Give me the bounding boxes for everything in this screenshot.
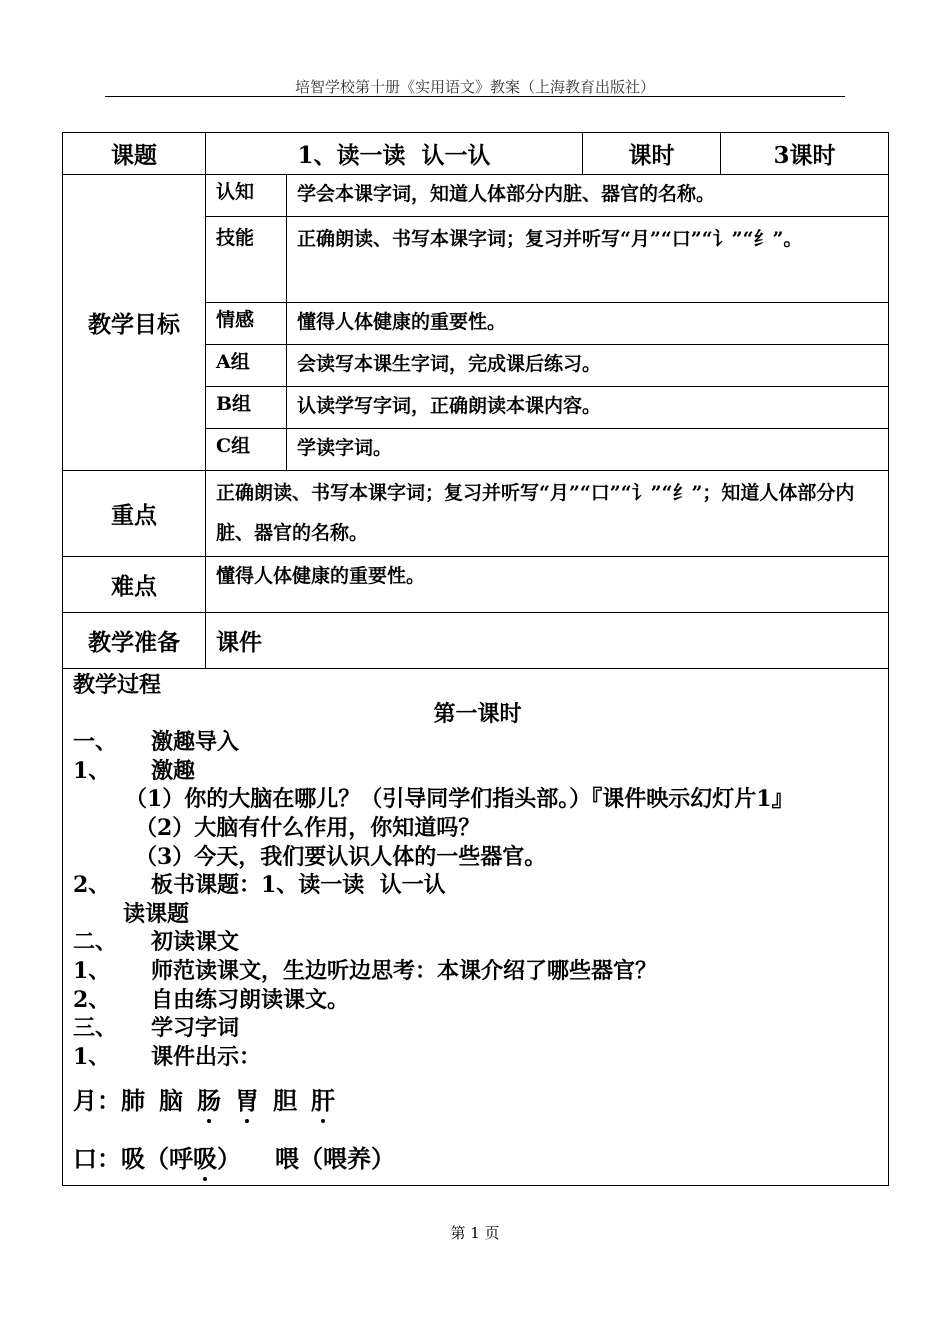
read-title-line: 读课题 xyxy=(123,900,190,927)
section-heading xyxy=(73,1014,882,1043)
goal-label: 认知 xyxy=(206,175,287,217)
step-line xyxy=(73,757,882,786)
header-rule xyxy=(105,96,845,97)
goal-text: 认读学写字词，正确朗读本课内容。 xyxy=(287,387,889,429)
step-number: 1、 xyxy=(73,1043,111,1070)
section-heading xyxy=(73,728,882,757)
section-number: 二、 xyxy=(73,929,118,956)
process-heading: 教学过程 xyxy=(73,672,162,698)
char: 脑 xyxy=(159,1086,183,1116)
process-row xyxy=(63,669,889,1186)
radical-label: 口： xyxy=(73,1144,121,1174)
char: 吸 xyxy=(193,1141,217,1177)
step-title: 自由练习朗读课文。 xyxy=(151,986,350,1013)
goal-text: 学会本课字词，知道人体部分内脏、器官的名称。 xyxy=(287,175,889,217)
mouth-radical-chars xyxy=(73,1141,882,1177)
step-number: 1、 xyxy=(73,957,111,984)
char: 吸 xyxy=(121,1144,145,1174)
goal-label: C组 xyxy=(206,429,287,471)
difficulty-row xyxy=(63,557,889,613)
char: 肠 xyxy=(197,1083,221,1119)
goal-label: B组 xyxy=(206,387,287,429)
radical-label: 月： xyxy=(73,1086,121,1116)
section-number: 一、 xyxy=(73,729,118,756)
char: 肺 xyxy=(121,1086,145,1116)
key-row xyxy=(63,471,889,557)
section-title: 学习字词 xyxy=(151,1015,240,1042)
period-label: 课时 xyxy=(583,133,721,175)
step-title: 板书课题：1、读一读 认一认 xyxy=(151,872,446,899)
title-label: 课题 xyxy=(63,133,206,175)
step-number: 1、 xyxy=(73,757,111,784)
section-number: 三、 xyxy=(73,1015,118,1042)
step-title: 课件出示： xyxy=(151,1043,262,1070)
section-heading xyxy=(73,928,882,957)
step-line xyxy=(73,871,882,900)
goal-text: 正确朗读、书写本课字词；复习并听写“月”“口”“讠”“纟”。 xyxy=(287,217,889,303)
title-value: 1、读一读 认一认 xyxy=(206,133,583,175)
question-line: （3）今天，我们要认识人体的一些器官。 xyxy=(135,843,547,870)
step-line xyxy=(73,986,882,1015)
goals-label: 教学目标 xyxy=(63,175,206,471)
step-number: 2、 xyxy=(73,872,111,899)
goal-text: 会读写本课生字词，完成课后练习。 xyxy=(287,345,889,387)
question-line: （2）大脑有什么作用，你知道吗？ xyxy=(135,814,481,841)
step-title: 激趣 xyxy=(151,757,196,784)
char: 喂 xyxy=(275,1144,299,1174)
lesson-title: 第一课时 xyxy=(433,700,522,727)
step-number: 2、 xyxy=(73,986,111,1013)
page-footer: 第 1 页 xyxy=(450,1224,500,1242)
question-line: （1）你的大脑在哪儿？（引导同学们指头部。）『课件映示幻灯片1』 xyxy=(125,786,794,813)
key-label: 重点 xyxy=(63,471,206,557)
char: 胆 xyxy=(273,1086,297,1116)
section-title: 初读课文 xyxy=(151,929,240,956)
process-cell xyxy=(63,669,889,1186)
goal-label: A组 xyxy=(206,345,287,387)
goal-label: 技能 xyxy=(206,217,287,303)
prep-row xyxy=(63,613,889,669)
char: 肝 xyxy=(311,1083,335,1119)
goal-text: 学读字词。 xyxy=(287,429,889,471)
word-close: ） xyxy=(217,1144,241,1174)
title-row xyxy=(63,133,889,175)
word: （喂养） xyxy=(299,1144,395,1174)
goal-label: 情感 xyxy=(206,303,287,345)
page-header: 培智学校第十册《实用语文》教案（上海教育出版社） xyxy=(294,78,655,96)
prep-text: 课件 xyxy=(206,613,889,669)
step-title: 师范读课文，生边听边思考：本课介绍了哪些器官？ xyxy=(151,957,658,984)
step-line xyxy=(73,1043,882,1072)
difficulty-label: 难点 xyxy=(63,557,206,613)
prep-label: 教学准备 xyxy=(63,613,206,669)
section-title: 激趣导入 xyxy=(151,729,240,756)
period-value: 3课时 xyxy=(721,133,889,175)
char: 胃 xyxy=(235,1083,259,1119)
difficulty-text: 懂得人体健康的重要性。 xyxy=(206,557,889,613)
word-open: （呼 xyxy=(145,1144,193,1174)
goal-row xyxy=(63,175,889,217)
key-text: 正确朗读、书写本课字词；复习并听写“月”“口”“讠”“纟”；知道人体部分内脏、器官的名称。 xyxy=(206,471,889,557)
moon-radical-chars xyxy=(73,1083,882,1119)
lesson-plan-table xyxy=(62,132,889,1186)
step-line xyxy=(73,957,882,986)
goal-text: 懂得人体健康的重要性。 xyxy=(287,303,889,345)
